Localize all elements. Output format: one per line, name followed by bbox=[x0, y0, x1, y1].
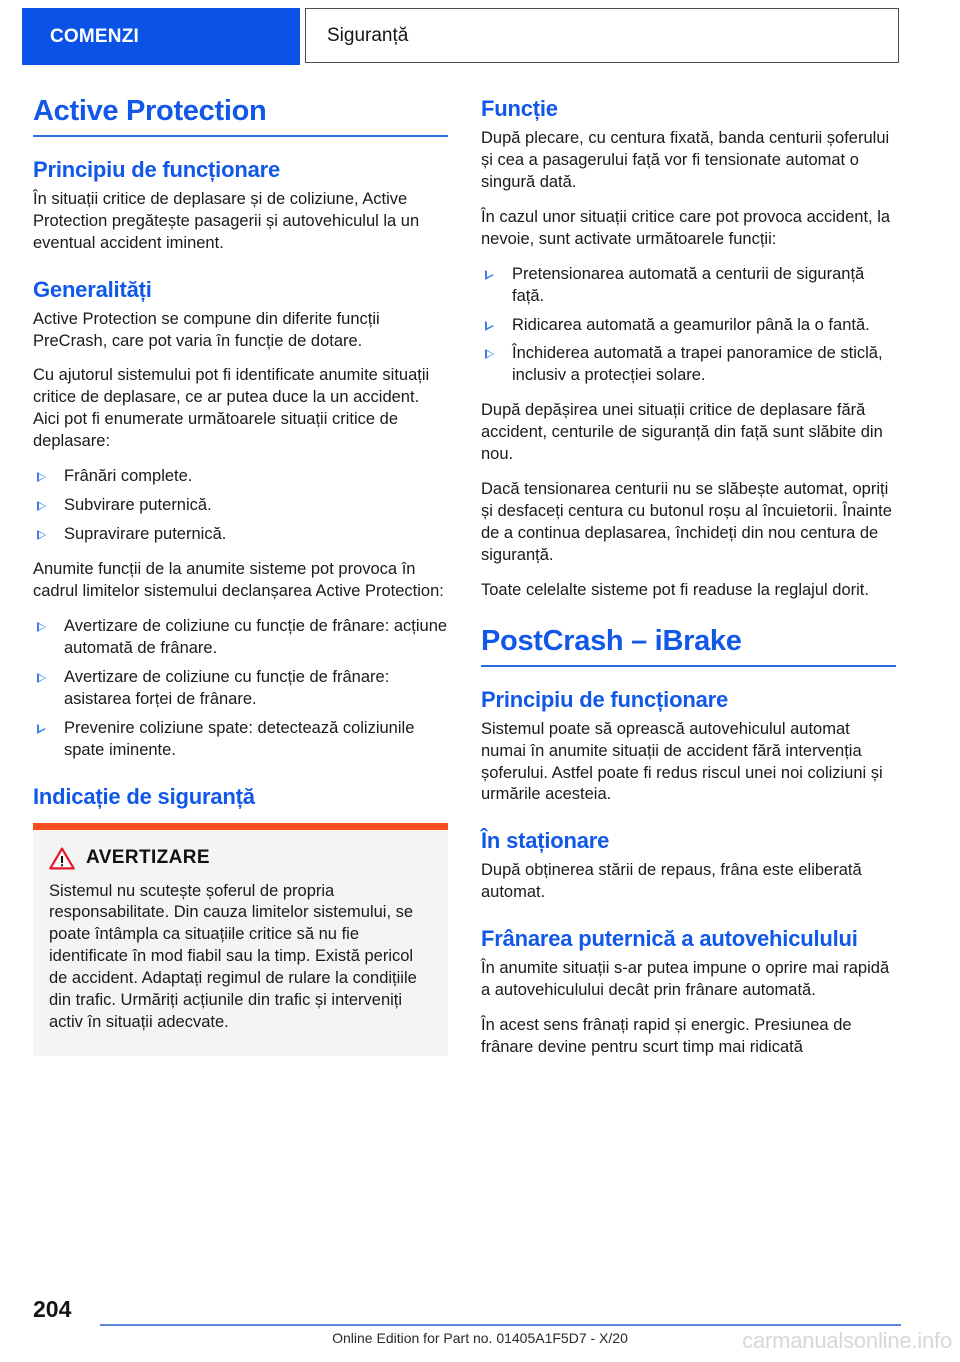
paragraph: Active Protection se compune din diferite funcții PreCrash, care pot varia în funcție de dotare. bbox=[33, 309, 380, 350]
list-item bbox=[33, 616, 448, 660]
page-footer bbox=[0, 1290, 960, 1362]
paragraph: Toate celelalte sisteme pot fi readuse la reglajul dorit. bbox=[481, 580, 869, 599]
triangle-bullet-icon bbox=[37, 622, 46, 632]
list-item bbox=[481, 315, 896, 337]
right-column bbox=[481, 96, 896, 1072]
warning-header bbox=[49, 847, 432, 870]
paragraph: În situații critice de deplasare și de coliziune, Active Protection pregătește pasagerii și autovehiculul la un eventual accident iminent. bbox=[33, 189, 420, 252]
bullet-list bbox=[33, 616, 448, 762]
list-item-label: Frânări complete. bbox=[64, 467, 193, 486]
paragraph: După depășirea unei situații critice de deplasare fără accident, centurile de siguranță din față sunt slăbite din nou. bbox=[481, 401, 883, 464]
page-title: Active Protection bbox=[33, 96, 448, 137]
triangle-bullet-icon bbox=[37, 530, 46, 540]
heading-functie: Funcție bbox=[481, 96, 558, 121]
warning-triangle-icon bbox=[49, 847, 75, 870]
heading-franarea-puternica: Frânarea puternică a autovehiculului bbox=[481, 926, 858, 952]
list-item bbox=[33, 718, 448, 762]
heading-in-stationare: În staționare bbox=[481, 828, 610, 854]
list-item-label: Avertizare de coliziune cu funcție de frânare: acțiune automată de frânare. bbox=[64, 616, 448, 657]
page-number: 204 bbox=[33, 1296, 72, 1322]
list-item bbox=[33, 524, 448, 546]
triangle-bullet-icon bbox=[37, 472, 46, 482]
list-item-label: Închiderea automată a trapei panoramice de sticlă, inclusiv a protecției solare. bbox=[512, 344, 883, 385]
chapter-tab[interactable] bbox=[22, 8, 300, 65]
paragraph: În cazul unor situații critice care pot provoca accident, la nevoie, sunt activate următoarele funcții: bbox=[481, 207, 891, 248]
edition-notice: Online Edition for Part no. 01405A1F5D7 - X/20 bbox=[332, 1330, 628, 1346]
list-item bbox=[33, 466, 448, 488]
list-item-label: Subvirare puternică. bbox=[64, 496, 212, 515]
left-column bbox=[33, 96, 448, 1056]
list-item bbox=[481, 264, 896, 308]
section-title-postcrash: PostCrash – iBrake bbox=[481, 626, 896, 667]
section-tab[interactable] bbox=[305, 8, 899, 63]
watermark: carmanualsonline.info bbox=[742, 1328, 952, 1353]
heading-principiu-de-functionare: Principiu de funcționare bbox=[33, 156, 281, 182]
section-tab-label: Siguranță bbox=[327, 24, 409, 46]
list-item bbox=[33, 667, 448, 711]
triangle-bullet-icon bbox=[37, 501, 46, 511]
list-item-label: Prevenire coliziune spate: detectează coliziunile spate iminente. bbox=[64, 718, 415, 759]
triangle-bullet-icon bbox=[485, 321, 494, 331]
bullet-list bbox=[481, 264, 896, 388]
chapter-tab-label: COMENZI bbox=[50, 25, 140, 47]
warning-text: Sistemul nu scutește șoferul de propria responsabilitate. Din cauza limitelor sistemului, se poate întâmpla ca situațiile critice să nu fie identificate în mod fiabil sau la timp. Există pericol de accident. Adaptați regimul de rulare la condițiile din trafic. Urmăriți acțiunile din trafic și interveniți activ în situații adecvate. bbox=[49, 881, 417, 1032]
triangle-bullet-icon bbox=[485, 270, 494, 280]
heading-generalitati: Generalități bbox=[33, 276, 152, 302]
list-item-label: Supravirare puternică. bbox=[64, 525, 227, 544]
paragraph: Dacă tensionarea centurii nu se slăbește automat, opriți și desfaceți centura cu butonul roșu al încuietorii. Înainte de a continua deplasarea, închideți din nou centura de siguranță. bbox=[481, 480, 892, 564]
paragraph: În anumite situații s-ar putea impune o oprire mai rapidă a autovehiculului decât prin frânare automată. bbox=[481, 959, 890, 1000]
list-item-label: Avertizare de coliziune cu funcție de frânare: asistarea forței de frânare. bbox=[64, 667, 390, 708]
paragraph: Anumite funcții de la anumite sisteme pot provoca în cadrul limitelor sistemului declanșarea Active Protection: bbox=[33, 560, 444, 600]
paragraph: Sistemul poate să oprească autovehiculul automat numai în anumite situații de accident fără intervenția șoferului. Astfel poate fi redus riscul unei noi coliziuni și urmările acesteia. bbox=[481, 719, 883, 804]
heading-principiu-de-functionare-postcrash: Principiu de funcționare bbox=[481, 686, 729, 712]
triangle-bullet-icon bbox=[37, 673, 46, 683]
footer-divider bbox=[100, 1324, 901, 1326]
list-item-label: Ridicarea automată a geamurilor până la o fantă. bbox=[512, 315, 870, 334]
triangle-bullet-icon bbox=[37, 724, 46, 734]
paragraph: Cu ajutorul sistemului pot fi identificate anumite situații critice de deplasare, ce ar putea duce la un accident. Aici pot fi enumerate următoarele situații critice de deplasare: bbox=[33, 366, 430, 451]
paragraph: În acest sens frânați rapid și energic. Presiunea de frânare devine pentru scurt timp mai ridicată bbox=[481, 1016, 852, 1057]
list-item bbox=[33, 495, 448, 517]
triangle-bullet-icon bbox=[485, 349, 494, 359]
paragraph: După plecare, cu centura fixată, banda centurii șoferului și cea a pasagerului față vor fi tensionate automat o singură dată. bbox=[481, 128, 890, 191]
paragraph: După obținerea stării de repaus, frâna este eliberată automat. bbox=[481, 861, 862, 902]
warning-label: AVERTIZARE bbox=[86, 847, 210, 868]
list-item-label: Pretensionarea automată a centurii de siguranță față. bbox=[512, 264, 865, 305]
list-item bbox=[481, 343, 896, 387]
heading-indicatie-de-siguranta: Indicație de siguranță bbox=[33, 783, 255, 809]
page-header bbox=[0, 8, 960, 65]
warning-callout bbox=[33, 823, 448, 1057]
bullet-list bbox=[33, 466, 448, 546]
